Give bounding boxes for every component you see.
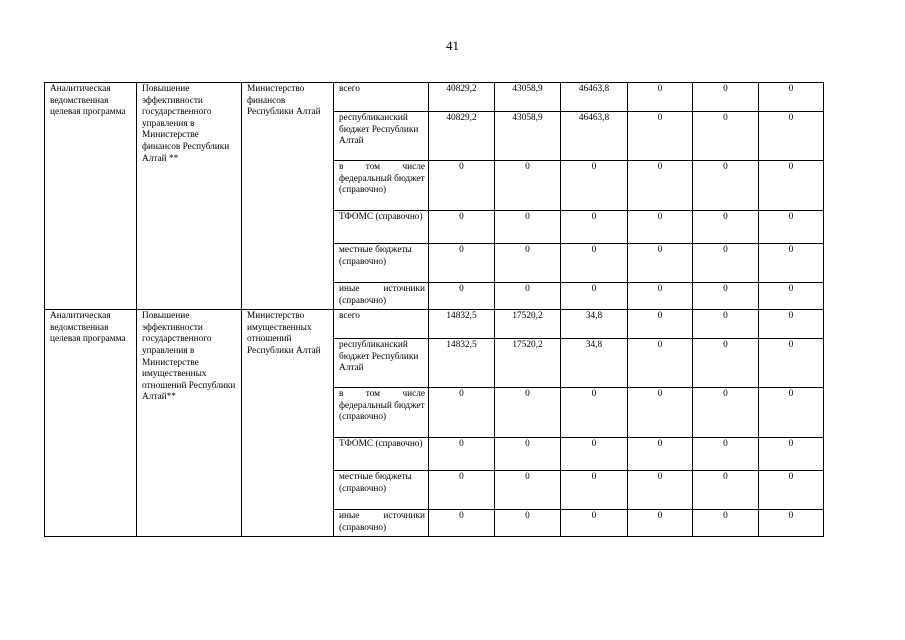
amount-cell: 17520,2: [495, 310, 561, 339]
amount-cell: 0: [628, 438, 693, 471]
funding-source-cell: всего: [334, 83, 429, 112]
funding-source-cell: [334, 510, 429, 537]
amount-cell: 0: [693, 244, 759, 283]
amount-cell: 34,8: [561, 339, 628, 388]
funding-source-first-line: иные источники: [339, 511, 425, 522]
amount-cell: 0: [759, 211, 824, 244]
amount-cell: 0: [429, 438, 495, 471]
amount-cell: 0: [759, 438, 824, 471]
amount-cell: 0: [759, 244, 824, 283]
amount-cell: 0: [495, 388, 561, 438]
funding-source-first-line: иные источники: [339, 284, 425, 294]
funding-source-cell: [334, 161, 429, 211]
amount-cell: 0: [759, 83, 824, 112]
amount-cell: 0: [561, 438, 628, 471]
funding-source-cell: местные бюджеты (справочно): [334, 244, 429, 283]
amount-cell: 0: [759, 388, 824, 438]
amount-cell: 0: [693, 339, 759, 388]
funding-source-first-line: в том числе: [339, 162, 425, 172]
amount-cell: 0: [759, 161, 824, 211]
amount-cell: 0: [561, 471, 628, 510]
page-number: 41: [446, 38, 459, 53]
amount-cell: 0: [759, 283, 824, 310]
budget-table-body: [45, 83, 824, 537]
table-row: [45, 310, 824, 339]
amount-cell: 46463,8: [561, 112, 628, 161]
amount-cell: 0: [693, 471, 759, 510]
amount-cell: 34,8: [561, 310, 628, 339]
amount-cell: 0: [693, 211, 759, 244]
amount-cell: 0: [495, 244, 561, 283]
amount-cell: 0: [429, 388, 495, 438]
amount-cell: 0: [495, 438, 561, 471]
funding-source-cell: [334, 388, 429, 438]
funding-source-cell: республиканский бюджет Республики Алтай: [334, 112, 429, 161]
amount-cell: 0: [628, 310, 693, 339]
budget-table: [44, 82, 824, 537]
funding-source-rest: федеральный бюджет (справочно): [339, 400, 425, 423]
amount-cell: 46463,8: [561, 83, 628, 112]
amount-cell: 0: [429, 471, 495, 510]
amount-cell: 0: [561, 244, 628, 283]
program-name-cell: Повышение эффективности государственного управления в Министерстве имущественных отношений Республики Алтай**: [137, 310, 242, 537]
amount-cell: 40829,2: [429, 112, 495, 161]
amount-cell: 0: [628, 339, 693, 388]
amount-cell: 0: [561, 510, 628, 537]
table-row: [45, 83, 824, 112]
program-type-cell: Аналитическая ведомственная целевая программа: [45, 310, 137, 537]
amount-cell: 0: [693, 310, 759, 339]
amount-cell: 0: [561, 283, 628, 310]
funding-source-cell: всего: [334, 310, 429, 339]
amount-cell: 0: [628, 510, 693, 537]
amount-cell: 0: [693, 388, 759, 438]
amount-cell: 0: [429, 510, 495, 537]
amount-cell: 0: [495, 510, 561, 537]
funding-source-first-line: в том числе: [339, 389, 425, 400]
funding-source-cell: ТФОМС (справочно): [334, 211, 429, 244]
amount-cell: 0: [495, 471, 561, 510]
amount-cell: 0: [429, 211, 495, 244]
amount-cell: 0: [561, 388, 628, 438]
amount-cell: 0: [693, 438, 759, 471]
amount-cell: 0: [429, 244, 495, 283]
funding-source-cell: ТФОМС (справочно): [334, 438, 429, 471]
funding-source-cell: республиканский бюджет Республики Алтай: [334, 339, 429, 388]
amount-cell: 0: [561, 161, 628, 211]
executor-cell: Министерство финансов Республики Алтай: [242, 83, 334, 310]
amount-cell: 0: [628, 211, 693, 244]
amount-cell: 0: [693, 112, 759, 161]
amount-cell: 0: [759, 112, 824, 161]
amount-cell: 0: [759, 310, 824, 339]
funding-source-cell: [334, 283, 429, 310]
amount-cell: 0: [495, 283, 561, 310]
funding-source-rest: (справочно): [339, 295, 387, 306]
amount-cell: 0: [693, 161, 759, 211]
amount-cell: 0: [628, 161, 693, 211]
amount-cell: 0: [495, 161, 561, 211]
amount-cell: 0: [628, 471, 693, 510]
amount-cell: 0: [429, 161, 495, 211]
amount-cell: 43058,9: [495, 83, 561, 112]
executor-cell: Министерство имущественных отношений Республики Алтай: [242, 310, 334, 537]
amount-cell: 40829,2: [429, 83, 495, 112]
amount-cell: 0: [628, 283, 693, 310]
funding-source-cell: местные бюджеты (справочно): [334, 471, 429, 510]
funding-source-rest: федеральный бюджет (справочно): [339, 173, 425, 196]
amount-cell: 0: [628, 112, 693, 161]
amount-cell: 43058,9: [495, 112, 561, 161]
amount-cell: 14832,5: [429, 339, 495, 388]
amount-cell: 0: [759, 510, 824, 537]
amount-cell: 0: [693, 510, 759, 537]
amount-cell: 17520,2: [495, 339, 561, 388]
program-type-cell: Аналитическая ведомственная целевая программа: [45, 83, 137, 310]
amount-cell: 0: [429, 283, 495, 310]
amount-cell: 0: [628, 83, 693, 112]
amount-cell: 0: [693, 283, 759, 310]
amount-cell: 0: [628, 244, 693, 283]
amount-cell: 0: [561, 211, 628, 244]
program-name-cell: Повышение эффективности государственного управления в Министерстве финансов Республики Алтай **: [137, 83, 242, 310]
amount-cell: 0: [495, 211, 561, 244]
amount-cell: 0: [759, 339, 824, 388]
funding-source-rest: (справочно): [339, 522, 387, 533]
amount-cell: 0: [693, 83, 759, 112]
amount-cell: 14832,5: [429, 310, 495, 339]
amount-cell: 0: [759, 471, 824, 510]
amount-cell: 0: [628, 388, 693, 438]
